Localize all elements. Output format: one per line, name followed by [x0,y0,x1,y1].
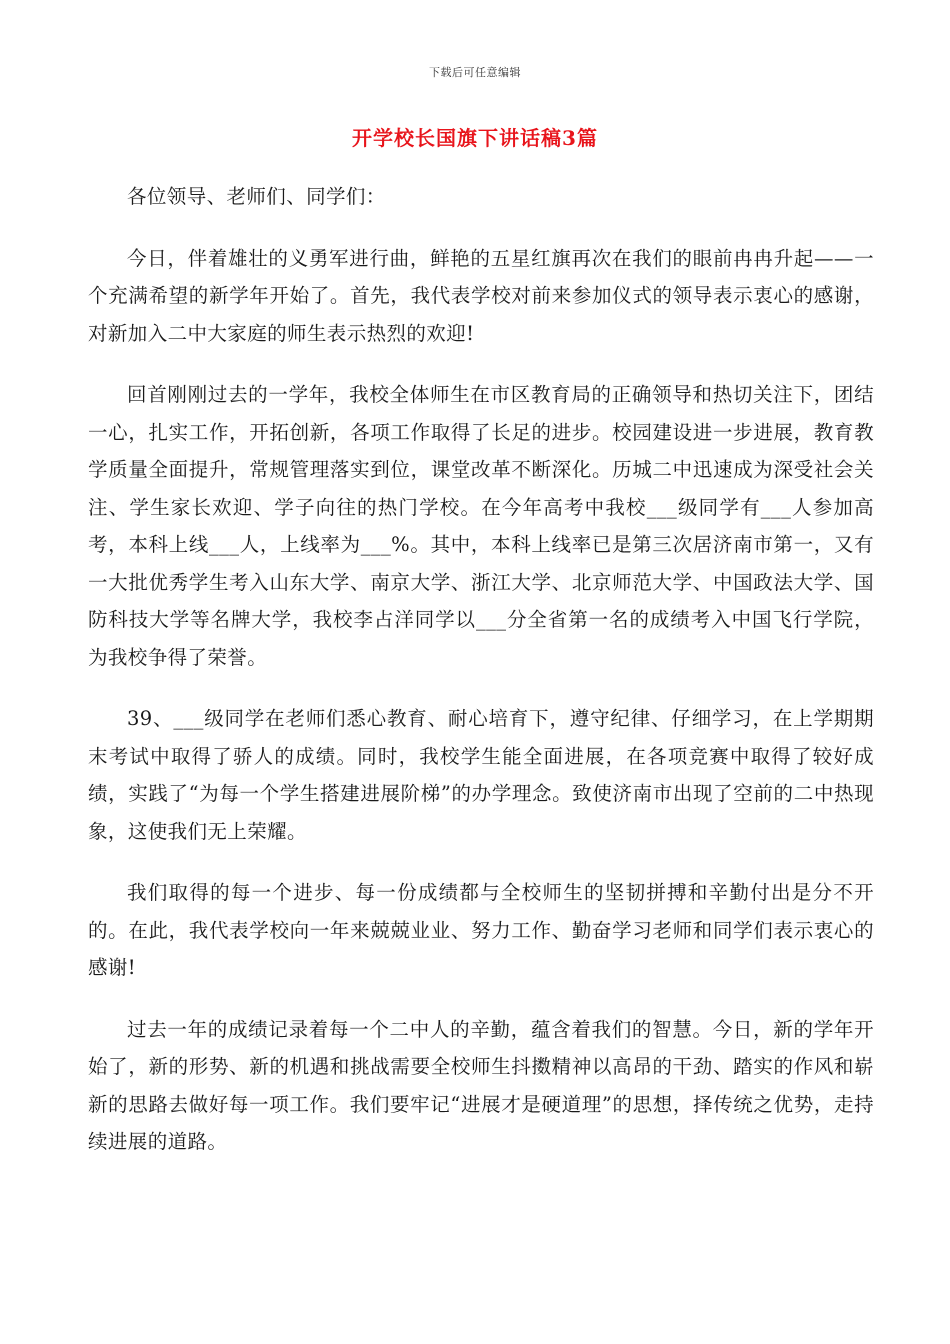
body-paragraph: 过去一年的成绩记录着每一个二中人的辛勤，蕴含着我们的智慧。今日，新的学年开始了，新的形势、新的机遇和挑战需要全校师生抖擞精神以高昂的干劲、踏实的作风和崭新的思路去做好每一项工作。我们要牢记“进展才是硬道理”的思想，择传统之优势，走持续进展的道路。 [88,1017,874,1153]
salutation-paragraph: 各位领导、老师们、同学们： [127,185,386,208]
document-body [88,178,874,1185]
body-paragraph: 今日，伴着雄壮的义勇军进行曲，鲜艳的五星红旗再次在我们的眼前冉冉升起——一个充满希望的新学年开始了。首先，我代表学校对前来参加仪式的领导表示衷心的感谢，对新加入二中大家庭的师生表示热烈的欢迎! [88,246,874,345]
body-paragraph: 39、___级同学在老师们悉心教育、耐心培育下，遵守纪律、仔细学习，在上学期期末考试中取得了骄人的成绩。同时，我校学生能全面进展，在各项竞赛中取得了较好成绩，实践了“为每一个学生搭建进展阶梯”的办学理念。致使济南市出现了空前的二中热现象，这使我们无上荣耀。 [88,707,874,843]
body-paragraph: 我们取得的每一个进步、每一份成绩都与全校师生的坚韧拼搏和辛勤付出是分不开的。在此，我代表学校向一年来兢兢业业、努力工作、勤奋学习老师和同学们表示衷心的感谢! [88,881,874,979]
document-title: 开学校长国旗下讲话稿3篇 [352,126,598,150]
body-paragraph: 回首刚刚过去的一学年，我校全体师生在市区教育局的正确领导和热切关注下，团结一心，扎实工作，开拓创新，各项工作取得了长足的进步。校园建设进一步进展，教育教学质量全面提升，常规管理落实到位，课堂改革不断深化。历城二中迅速成为深受社会关注、学生家长欢迎、学子向往的热门学校。在今年高考中我校___级同学有___人参加高考，本科上线___人，上线率为___%。其中，本科上线率已是第三次居济南市第一，又有一大批优秀学生考入山东大学、南京大学、浙江大学、北京师范大学、中国政法大学、国防科技大学等名牌大学，我校李占洋同学以___分全省第一名的成绩考入中国飞行学院，为我校争得了荣誉。 [88,383,874,669]
header-note: 下载后可任意编辑 [429,66,521,79]
